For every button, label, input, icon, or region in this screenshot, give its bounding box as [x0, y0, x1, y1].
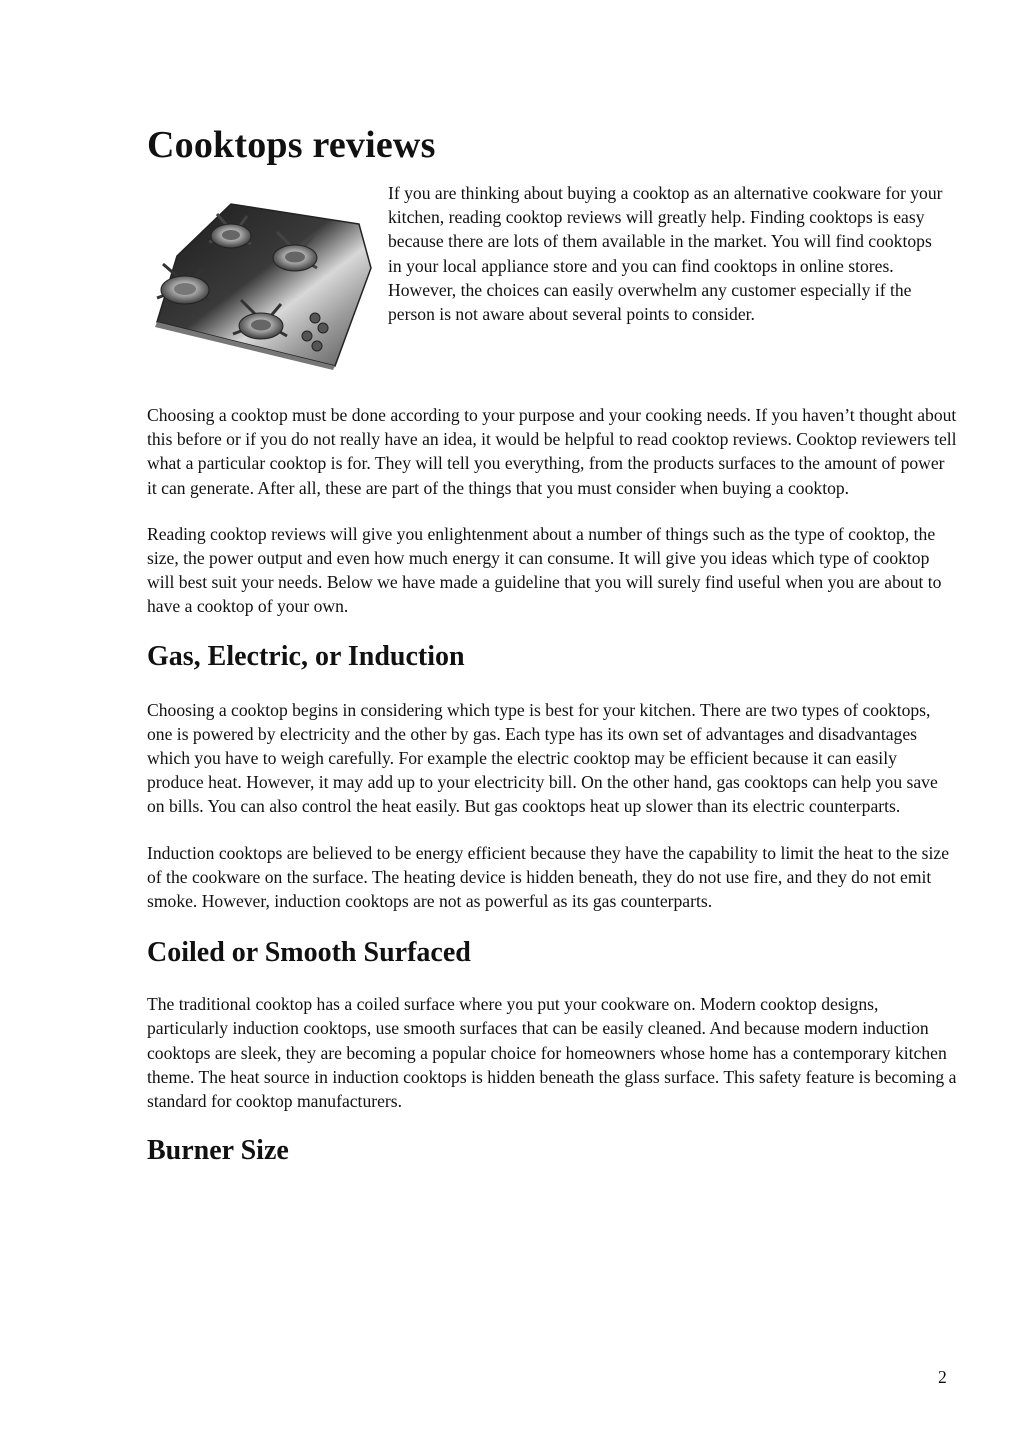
intro-block: [147, 183, 957, 386]
intro-paragraph: If you are thinking about buying a cooktop as an alternative cookware for your kitchen, reading cooktop reviews will greatly help. Finding cooktops is easy because there are lots of them available in the market. You will find cooktops in your local appliance store and you can find cooktops in online stores. However, the choices can easily overwhelm any customer especially if the person is not aware about several points to consider.: [388, 183, 943, 325]
heading-coiled-smooth: Coiled or Smooth Surfaced: [147, 937, 471, 969]
document-page: [147, 122, 957, 1168]
page-title: Cooktops reviews: [147, 124, 436, 166]
page-number: 2: [938, 1367, 947, 1387]
cooktop-image: [147, 194, 373, 370]
paragraph-induction: Induction cooktops are believed to be energy efficient because they have the capability to limit the heat to the size of the cookware on the surface. The heating device is hidden beneath, they do not use fire, and they do not emit smoke. However, induction cooktops are not as powerful as its gas counterparts.: [147, 842, 950, 912]
heading-burner-size: Burner Size: [147, 1135, 289, 1167]
paragraph-choosing: Choosing a cooktop must be done according to your purpose and your cooking needs. If you haven’t thought about this before or if you do not really have an idea, it would be helpful to read cooktop reviews. Cooktop reviewers tell what a particular cooktop is for. They will tell you everything, from the products surfaces to the amount of power it can generate. After all, these are part of the things that you must consider when buying a cooktop.: [147, 405, 957, 498]
paragraph-reading: Reading cooktop reviews will give you enlightenment about a number of things such as the type of cooktop, the size, the power output and even how much energy it can consume. It will give you ideas which type of cooktop will best suit your needs. Below we have made a guideline that you will surely find useful when you are about to have a cooktop of your own.: [147, 523, 942, 617]
paragraph-surfaces: The traditional cooktop has a coiled surface where you put your cookware on. Modern cooktop designs, particularly induction cooktops, use smooth surfaces that can be easily cleaned. And because modern induction cooktops are sleek, they are becoming a popular choice for homeowners whose home has a contemporary kitchen theme. The heat source in induction cooktops is hidden beneath the glass surface. This safety feature is becoming a standard for cooktop manufacturers.: [147, 994, 957, 1112]
paragraph-cooktop-types: Choosing a cooktop begins in considering which type is best for your kitchen. There are two types of cooktops, one is powered by electricity and the other by gas. Each type has its own set of advantages and disadvantages which you have to weigh carefully. For example the electric cooktop may be efficient because it can easily produce heat. However, it may add up to your electricity bill. On the other hand, gas cooktops can help you save on bills. You can also control the heat easily. But gas cooktops heat up slower than its electric counterparts.: [147, 699, 938, 817]
heading-gas-electric-induction: Gas, Electric, or Induction: [147, 640, 465, 672]
